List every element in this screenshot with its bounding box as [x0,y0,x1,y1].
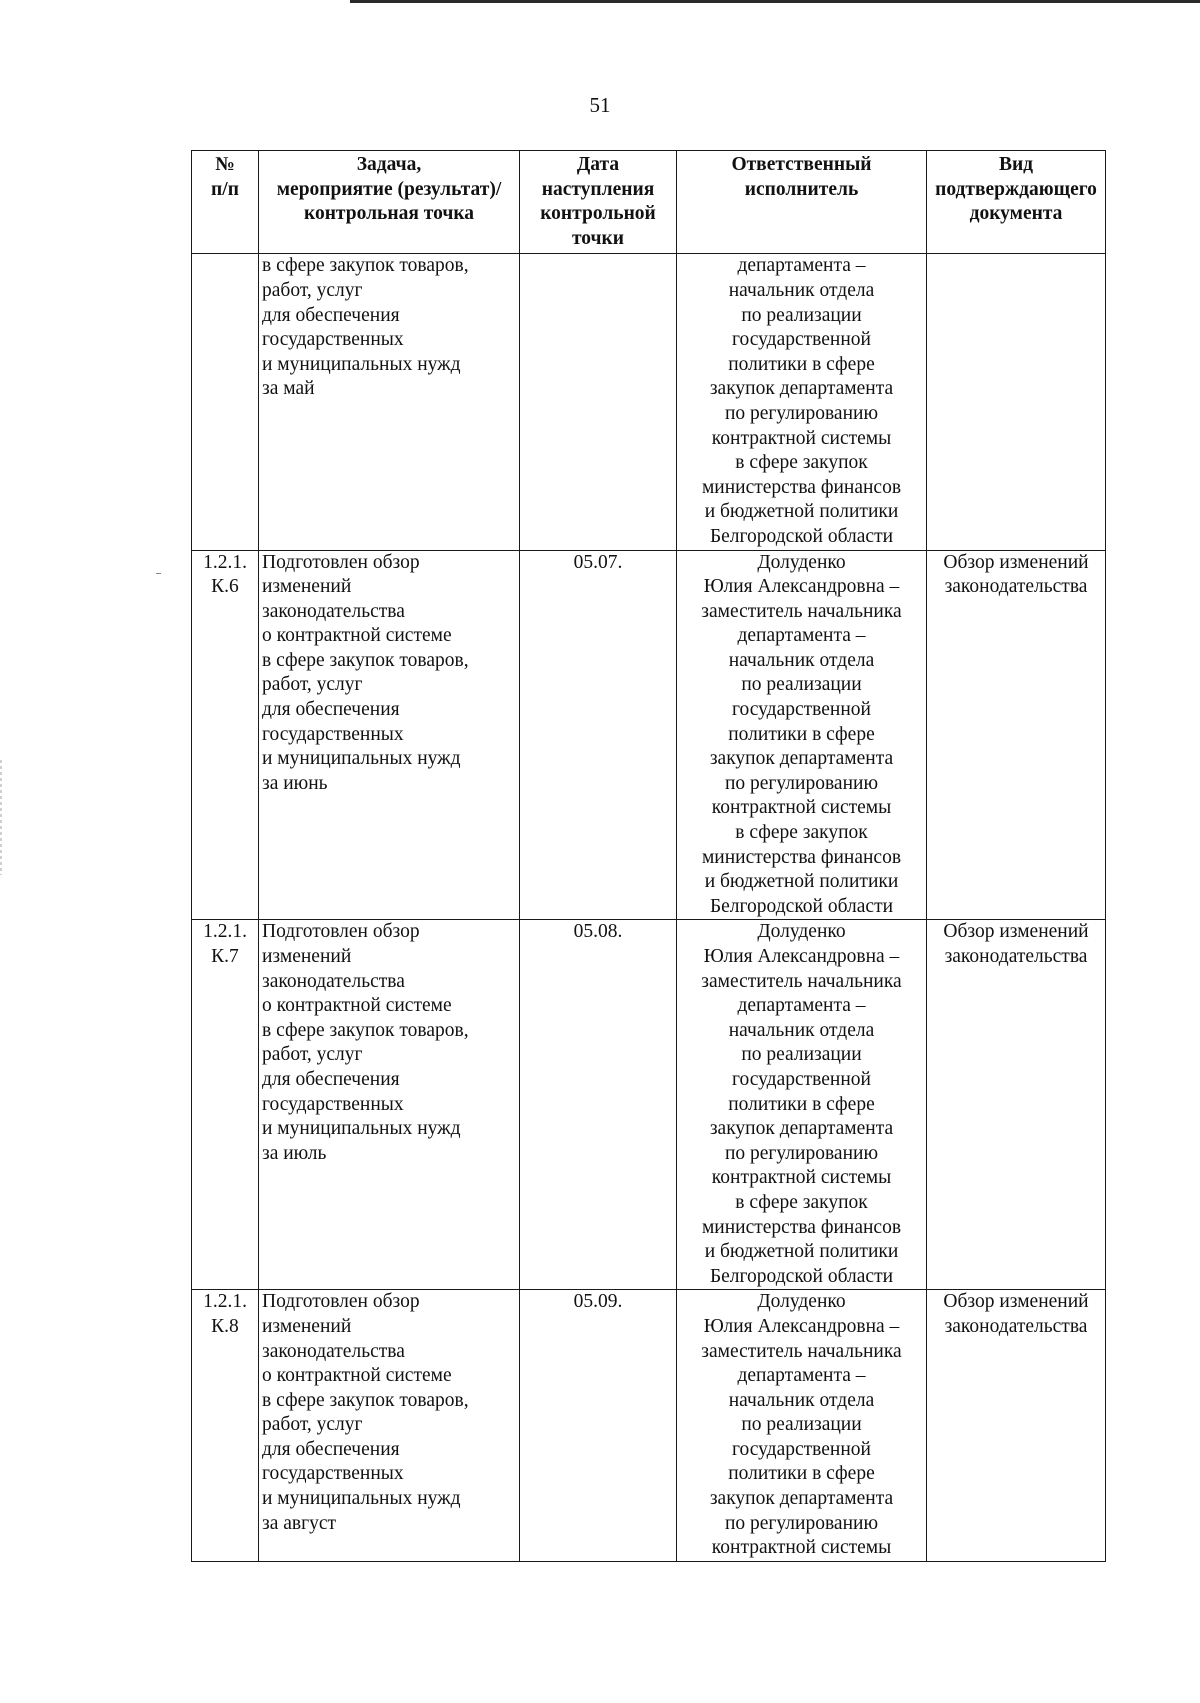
cell-line: и муниципальных нужд [262,748,461,770]
cell-text: 05.08. [573,921,623,943]
cell-line: по регулированию [724,772,879,794]
header-line: подтверждающего [935,178,1097,200]
header-responsible [677,151,927,254]
cell-line: 1.2.1. [203,1291,247,1313]
cell-line: по реализации [741,304,862,326]
header-date [520,151,677,254]
cell-task [259,550,520,920]
cell-line: Юлия Александровна – [703,576,900,598]
cell-line: о контрактной системе [262,995,452,1017]
cell-task [259,254,520,550]
cell-line: и бюджетной политики [704,1241,899,1263]
cell-line: Долуденко [757,551,846,573]
cell-line: закупок департамента [709,1488,894,1510]
cell-number [192,254,259,550]
cell-line: Обзор изменений [943,1291,1089,1313]
cell-line: министерства финансов [701,476,902,498]
cell-line: департамента – [737,625,866,647]
cell-line: К.8 [211,1315,239,1337]
table-body [192,254,1106,1561]
cell-line: государственных [262,1093,404,1115]
header-task [259,151,520,254]
cell-line: Обзор изменений [943,551,1089,573]
header-line: Задача, [356,154,422,175]
table-row [192,550,1106,920]
cell-line: изменений [262,946,352,967]
cell-line: за июль [262,1142,327,1164]
cell-responsible [677,254,927,550]
cell-line: К.6 [211,576,239,598]
cell-line: для обеспечения [262,304,400,326]
cell-line: законодательства [944,946,1088,967]
header-line: Дата [576,154,620,175]
cell-responsible [677,1290,927,1562]
cell-line: и муниципальных нужд [262,1118,461,1140]
cell-line: законодательства [944,1315,1088,1337]
header-number [192,151,259,254]
cell-line: государственной [732,1438,871,1460]
cell-line: Подготовлен обзор [262,921,420,943]
cell-line: законодательства [944,576,1088,598]
cell-line: в сфере закупок товаров, [262,1019,469,1041]
cell-line: Долуденко [757,921,846,943]
header-line: точки [571,227,625,249]
cell-line: в сфере закупок товаров, [262,1389,469,1411]
control-points-table [191,150,1106,1562]
page-number: 51 [589,93,611,117]
cell-line: за июнь [262,772,328,794]
header-line: мероприятие (результат)/ [276,178,502,200]
cell-line: Белгородской области [709,895,894,917]
cell-line: политики в сфере [728,723,875,745]
cell-line: К.7 [211,946,239,967]
header-line: Ответственный [731,154,872,175]
header-document [927,151,1106,254]
cell-line: за май [262,378,315,400]
header-line: исполнитель [744,178,859,200]
cell-line: министерства финансов [701,846,902,868]
cell-line: Долуденко [757,1291,846,1313]
cell-number [192,550,259,920]
cell-document [927,1290,1106,1562]
cell-line: о контрактной системе [262,1365,452,1387]
cell-line: контрактной системы [711,1167,892,1189]
cell-line: законодательства [262,970,405,992]
cell-line: государственной [732,329,871,351]
cell-line: за август [262,1512,337,1534]
cell-line: и бюджетной политики [704,501,899,523]
cell-responsible [677,920,927,1290]
cell-line: начальник отдела [728,649,875,671]
cell-line: по реализации [741,674,862,696]
cell-line: 1.2.1. [203,551,247,573]
cell-line: законодательства [262,1340,405,1362]
cell-text: 05.09. [573,1291,623,1313]
cell-line: департамента – [737,1365,866,1387]
cell-task [259,1290,520,1562]
cell-line: и муниципальных нужд [262,1488,461,1510]
cell-line: в сфере закупок товаров, [262,649,469,671]
cell-number [192,920,259,1290]
cell-document [927,254,1106,550]
cell-date [520,1290,677,1562]
cell-number [192,1290,259,1562]
header-line: контрольной [540,203,656,225]
cell-line: работ, услуг [262,279,363,301]
cell-date [520,550,677,920]
cell-line: 1.2.1. [203,921,247,943]
cell-line: начальник отдела [728,1389,875,1411]
cell-responsible [677,550,927,920]
cell-line: политики в сфере [728,1093,875,1115]
header-line: Вид [998,154,1034,175]
cell-line: государственных [262,329,404,351]
cell-line: государственных [262,1463,404,1485]
cell-line: государственной [732,699,871,721]
scan-margin-tick [156,573,161,574]
cell-line: заместитель начальника [701,1340,902,1362]
cell-line: и бюджетной политики [704,871,899,893]
cell-line: работ, услуг [262,1414,363,1436]
cell-line: политики в сфере [728,353,875,375]
cell-line: контрактной системы [711,427,892,449]
table-row [192,1290,1106,1562]
cell-document [927,550,1106,920]
cell-line: Подготовлен обзор [262,1291,420,1313]
cell-line: заместитель начальника [701,970,902,992]
cell-line: для обеспечения [262,1068,400,1090]
cell-line: в сфере закупок [735,452,868,474]
cell-line: по реализации [741,1044,862,1066]
header-line: наступления [541,178,655,200]
cell-task [259,920,520,1290]
cell-line: работ, услуг [262,1044,363,1066]
cell-line: в сфере закупок [735,822,868,844]
cell-line: заместитель начальника [701,600,902,622]
cell-line: о контрактной системе [262,625,452,647]
table-row [192,254,1106,550]
cell-line: работ, услуг [262,674,363,696]
cell-line: политики в сфере [728,1463,875,1485]
cell-line: по регулированию [724,1142,879,1164]
cell-line: министерства финансов [701,1216,902,1238]
cell-line: закупок департамента [709,1118,894,1140]
cell-line: изменений [262,576,352,598]
cell-line: закупок департамента [709,378,894,400]
cell-line: в сфере закупок [735,1191,868,1213]
header-line: документа [969,203,1063,225]
cell-line: и муниципальных нужд [262,353,461,375]
cell-line: по регулированию [724,1512,879,1534]
cell-line: Юлия Александровна – [703,946,900,967]
cell-line: Подготовлен обзор [262,551,420,573]
cell-line: начальник отдела [728,1019,875,1041]
header-line: № [215,154,235,175]
cell-line: закупок департамента [709,748,894,770]
cell-date [520,920,677,1290]
cell-line: начальник отдела [728,279,875,301]
cell-date [520,254,677,550]
cell-line: по регулированию [724,402,879,424]
cell-line: по реализации [741,1414,862,1436]
cell-line: контрактной системы [711,797,892,819]
cell-text: 05.07. [573,551,623,573]
top-border-line [350,0,1200,3]
scan-margin-marks [0,760,2,875]
cell-line: департамента – [737,995,866,1017]
cell-line: Белгородской области [709,1265,894,1287]
table-header-row [192,151,1106,254]
cell-line: контрактной системы [711,1537,892,1559]
cell-line: изменений [262,1315,352,1337]
table-row [192,920,1106,1290]
cell-line: в сфере закупок товаров, [262,255,469,277]
cell-line: для обеспечения [262,1438,400,1460]
cell-document [927,920,1106,1290]
header-line: п/п [211,178,239,200]
cell-line: законодательства [262,600,405,622]
cell-line: для обеспечения [262,699,400,721]
cell-line: Белгородской области [709,525,894,547]
cell-line: Обзор изменений [943,921,1089,943]
cell-line: департамента – [737,255,866,277]
header-line: контрольная точка [303,203,475,225]
cell-line: государственных [262,723,404,745]
cell-line: Юлия Александровна – [703,1315,900,1337]
cell-line: государственной [732,1068,871,1090]
